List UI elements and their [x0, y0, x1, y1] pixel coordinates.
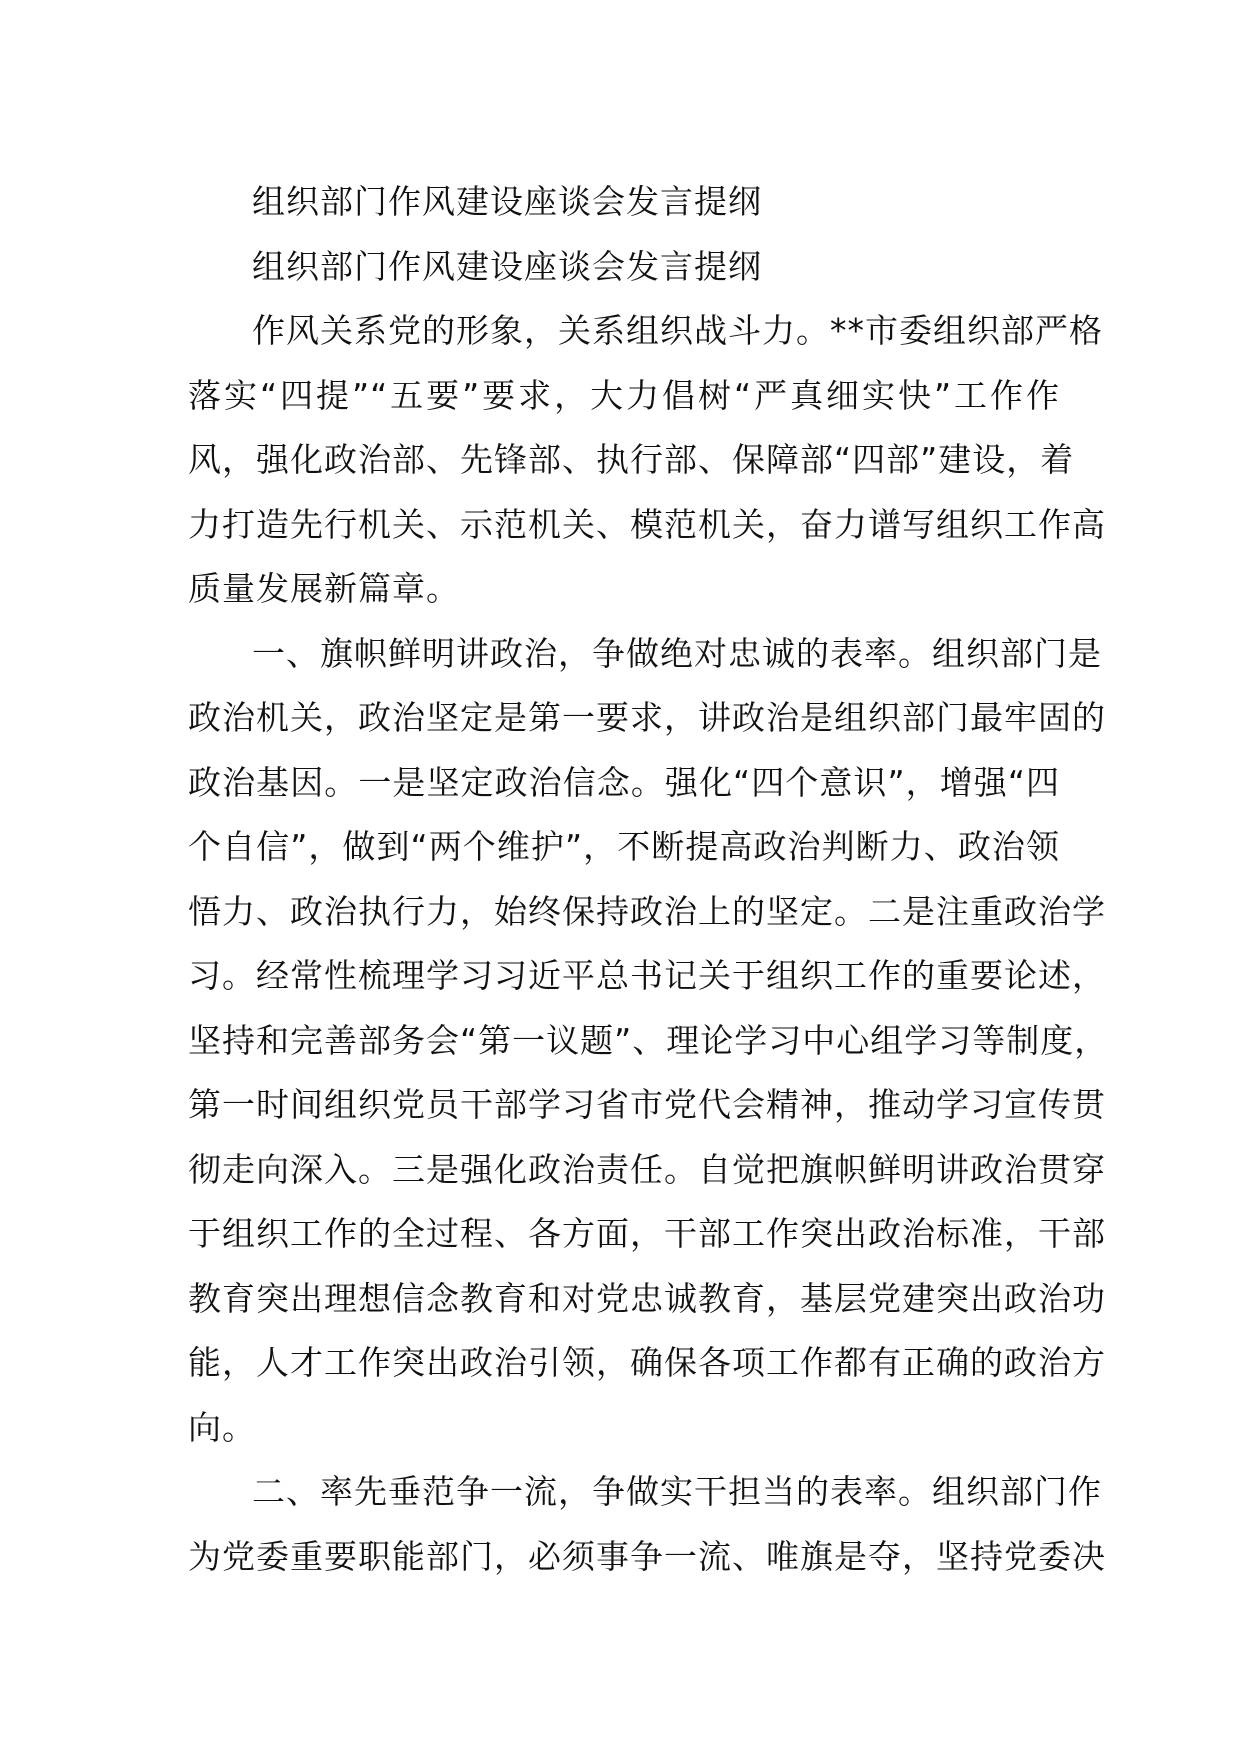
paragraph-line: 教育突出理想信念教育和对党忠诚教育，基层党建突出政治功	[188, 1278, 1106, 1318]
paragraph-line: 悟力、政治执行力，始终保持政治上的坚定。二是注重政治学	[188, 891, 1106, 931]
paragraph-line: 落实“四提”“五要”要求，大力倡树“严真细实快”工作作	[188, 375, 1060, 415]
document-subtitle: 组织部门作风建设座谈会发言提纲	[252, 246, 762, 286]
paragraph-line: 二、率先垂范争一流，争做实干担当的表率。组织部门作	[252, 1472, 1102, 1511]
paragraph-line: 政治机关，政治坚定是第一要求，讲政治是组织部门最牢固的	[188, 698, 1106, 737]
document-title: 组织部门作风建设座谈会发言提纲	[252, 182, 762, 221]
paragraph-line: 个自信”，做到“两个维护”，不断提高政治判断力、政治领	[188, 827, 1060, 866]
paragraph-line: 向。	[188, 1407, 256, 1447]
paragraph-line: 一、旗帜鲜明讲政治，争做绝对忠诚的表率。组织部门是	[252, 633, 1102, 673]
paragraph-line: 第一时间组织党员干部学习省市党代会精神，推动学习宣传贯	[188, 1085, 1106, 1124]
paragraph-line: 习。经常性梳理学习习近平总书记关于组织工作的重要论述，	[188, 956, 1106, 995]
paragraph-line: 能，人才工作突出政治引领，确保各项工作都有正确的政治方	[188, 1343, 1106, 1382]
paragraph-line: 力打造先行机关、示范机关、模范机关，奋力谱写组织工作高	[188, 504, 1106, 544]
paragraph-line: 于组织工作的全过程、各方面，干部工作突出政治标准，干部	[188, 1214, 1106, 1253]
paragraph-line: 彻走向深入。三是强化政治责任。自觉把旗帜鲜明讲政治贯穿	[188, 1149, 1106, 1189]
document-page	[188, 170, 1109, 1589]
paragraph-line: 风，强化政治部、先锋部、执行部、保障部“四部”建设，着	[188, 440, 1075, 479]
paragraph-line: 坚持和完善部务会“第一议题”、理论学习中心组学习等制度，	[188, 1020, 1109, 1060]
paragraph-line: 作风关系党的形象，关系组织战斗力。**市委组织部严格	[252, 311, 1103, 350]
paragraph-line: 为党委重要职能部门，必须事争一流、唯旗是夺，坚持党委决	[188, 1536, 1106, 1576]
paragraph-line: 质量发展新篇章。	[188, 569, 460, 608]
paragraph-line: 政治基因。一是坚定政治信念。强化“四个意识”，增强“四	[188, 762, 1060, 802]
